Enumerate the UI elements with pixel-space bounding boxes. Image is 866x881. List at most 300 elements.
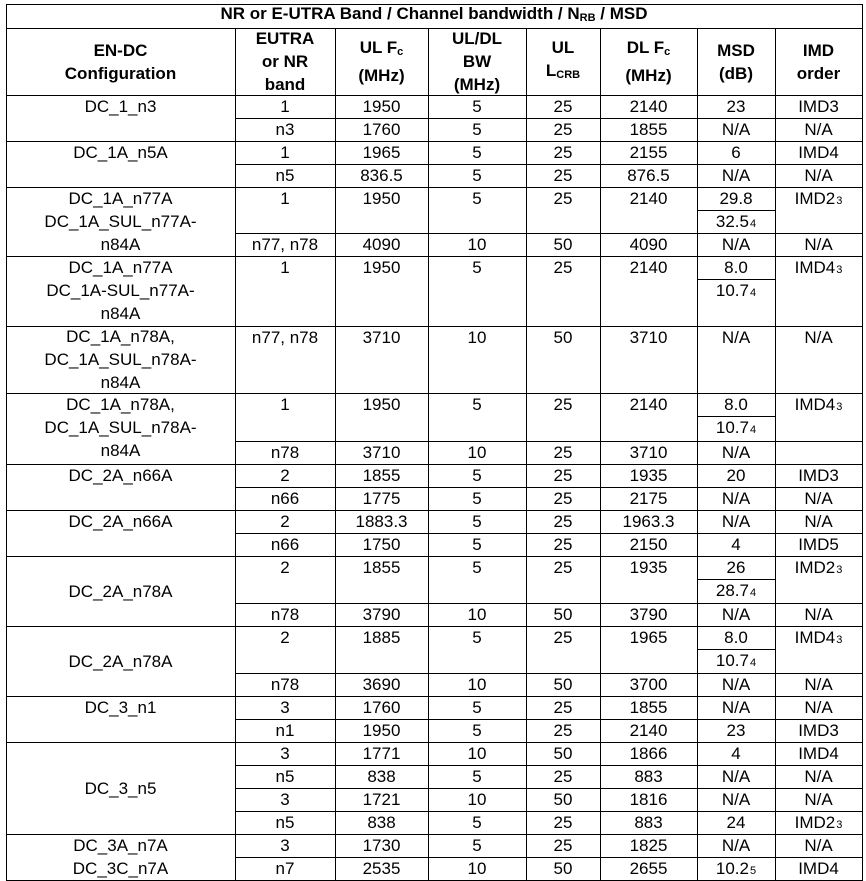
cell-lcrb-value: 25 (553, 466, 573, 485)
cell-msd-value: 29.8 (719, 189, 753, 208)
cell-imd-value: IMD2 3 (794, 189, 843, 208)
cell-band-value: n1 (275, 721, 295, 740)
cell-msd-value-value: N/A (721, 767, 751, 786)
cell-ul (335, 256, 429, 327)
header-ul-fc-label (358, 36, 404, 87)
cell-imd-value (798, 464, 839, 487)
cell-msd-value-value: N/A (721, 698, 751, 717)
cell-band-value: n78 (270, 443, 300, 462)
cell-msd-value-value: N/A (721, 836, 751, 855)
cell-dl (600, 393, 698, 442)
cell-band-value: 1 (280, 189, 290, 208)
cell-dl-value: 2155 (629, 143, 668, 162)
cell-ul-value: 3710 (362, 443, 401, 462)
cell-msd-value (722, 164, 750, 187)
cell-imd-value-value: IMD4 (798, 744, 839, 763)
cell-lcrb-value: 25 (553, 166, 573, 185)
cell-ul-value: 1721 (362, 790, 401, 809)
cell-imd (775, 256, 863, 327)
cell-msd-value-value: N/A (721, 235, 751, 254)
cell-imd (775, 857, 863, 881)
cell-bw (428, 696, 527, 720)
cell-ul-value: 1750 (362, 535, 401, 554)
cell-dl-value: 1855 (629, 698, 668, 717)
cell-msd (697, 118, 776, 142)
cell-lcrb-value: 50 (553, 235, 573, 254)
cell-msd-value-value: N/A (721, 120, 751, 139)
cell-dl (600, 742, 698, 766)
cell-imd-value (804, 765, 832, 788)
cell-ul (335, 626, 429, 674)
config-label: DC_1A_n78A, DC_1A_SUL_n78A- n84A (44, 327, 197, 392)
cell-dl (600, 626, 698, 674)
cell-msd-value-value: 23 (726, 721, 746, 740)
cell-lcrb (526, 556, 601, 604)
cell-band (235, 673, 336, 697)
cell-dl-value: 3710 (629, 443, 668, 462)
config-cell (6, 187, 236, 257)
cell-ul-value: 1775 (362, 489, 401, 508)
cell-dl (600, 834, 698, 858)
cell-bw-value: 5 (472, 189, 482, 208)
cell-ul-value: 1965 (362, 143, 401, 162)
cell-band-value: 2 (280, 466, 290, 485)
cell-lcrb-value: 25 (553, 698, 573, 717)
cell-band-value: n66 (270, 489, 300, 508)
cell-band (235, 487, 336, 511)
cell-lcrb-value: 50 (553, 790, 573, 809)
cell-dl (600, 603, 698, 627)
cell-msd (697, 556, 776, 580)
cell-band-value: n78 (270, 675, 300, 694)
cell-imd-value-value: IMD4 (798, 859, 839, 878)
cell-bw-value: 5 (472, 628, 482, 647)
cell-imd-value-value: N/A (804, 512, 833, 531)
cell-imd (775, 233, 863, 257)
cell-band (235, 233, 336, 257)
cell-ul (335, 696, 429, 720)
cell-ul-value: 1950 (362, 189, 401, 208)
cell-dl (600, 464, 698, 488)
cell-dl (600, 141, 698, 165)
cell-bw (428, 765, 527, 789)
cell-lcrb (526, 788, 601, 812)
cell-bw-value: 5 (472, 698, 482, 717)
cell-imd-value (804, 487, 832, 510)
cell-dl-value: 1816 (629, 790, 668, 809)
cell-lcrb (526, 393, 601, 442)
cell-imd-value-value: IMD5 (798, 535, 839, 554)
cell-msd-value-value: N/A (721, 675, 751, 694)
cell-imd-value-value: N/A (804, 790, 833, 809)
cell-msd-value (727, 811, 746, 834)
cell-ul-value: 3790 (362, 605, 401, 624)
cell-imd-value (804, 834, 832, 857)
cell-imd-value-value: N/A (804, 836, 833, 855)
cell-msd-value (731, 742, 740, 765)
cell-msd-value (722, 834, 750, 857)
header-band (235, 28, 336, 96)
header-msd-label: MSD (dB) (717, 40, 755, 83)
cell-lcrb (526, 487, 601, 511)
cell-imd-value: IMD4 3 (794, 395, 843, 414)
cell-lcrb (526, 510, 601, 534)
cell-lcrb (526, 742, 601, 766)
cell-bw-value: 5 (472, 395, 482, 414)
cell-band (235, 187, 336, 234)
cell-msd-value-value: 20 (726, 466, 746, 485)
cell-msd-value (722, 603, 750, 626)
cell-lcrb-value: 25 (553, 258, 573, 277)
cell-imd (775, 95, 863, 119)
cell-lcrb (526, 187, 601, 234)
config-label: DC_1_n3 (84, 97, 157, 116)
cell-imd-value (804, 696, 832, 719)
cell-dl-value: 2140 (629, 97, 668, 116)
cell-lcrb (526, 834, 601, 858)
cell-lcrb-value: 25 (553, 721, 573, 740)
cell-band-value: n77, n78 (251, 235, 319, 254)
cell-dl (600, 487, 698, 511)
cell-band (235, 834, 336, 858)
cell-lcrb (526, 118, 601, 142)
title-pre: NR or E-UTRA Band / Channel bandwidth / N (220, 4, 580, 23)
cell-dl (600, 187, 698, 234)
cell-lcrb-value: 50 (553, 605, 573, 624)
cell-ul (335, 187, 429, 234)
cell-msd-value (731, 533, 740, 556)
cell-dl (600, 857, 698, 881)
cell-imd-value (798, 141, 839, 164)
cell-ul-value: 1760 (362, 698, 401, 717)
cell-imd (775, 510, 863, 534)
cell-band (235, 696, 336, 720)
cell-band-value: 3 (280, 744, 290, 763)
cell-band (235, 164, 336, 188)
cell-ul-value: 1885 (362, 628, 401, 647)
cell-lcrb (526, 141, 601, 165)
cell-lcrb (526, 164, 601, 188)
header-bw (428, 28, 527, 96)
cell-bw-value: 10 (467, 790, 487, 809)
cell-band (235, 556, 336, 604)
cell-ul (335, 788, 429, 812)
cell-msd (697, 857, 776, 881)
cell-msd-value (722, 673, 750, 696)
cell-dl (600, 510, 698, 534)
cell-msd-alt-value-value: 10.7 (715, 418, 749, 437)
cell-dl-value: 1825 (629, 836, 668, 855)
config-label: DC_1A_n77A DC_1A_SUL_n77A- n84A (44, 189, 197, 254)
cell-msd-alt-value: 28.7 4 (715, 581, 757, 600)
cell-ul-value: 1950 (362, 395, 401, 414)
cell-imd-value-value: N/A (804, 675, 833, 694)
cell-bw (428, 95, 527, 119)
cell-dl (600, 95, 698, 119)
cell-band (235, 857, 336, 881)
cell-ul-value: 2535 (362, 859, 401, 878)
cell-band (235, 441, 336, 465)
config-cell (6, 834, 236, 881)
cell-dl-value: 883 (634, 813, 663, 832)
cell-bw-value: 5 (472, 120, 482, 139)
header-ul-fc-label-b: (MHz) (358, 66, 405, 85)
cell-msd-alt (697, 279, 776, 327)
cell-msd-value (722, 487, 750, 510)
cell-imd (775, 441, 863, 465)
cell-imd (775, 765, 863, 789)
cell-ul (335, 857, 429, 881)
cell-bw (428, 233, 527, 257)
cell-bw (428, 487, 527, 511)
header-bw-label: UL/DL BW (MHz) (451, 29, 503, 94)
cell-imd (775, 326, 863, 394)
cell-bw-value: 5 (472, 836, 482, 855)
title-post: / MSD (595, 4, 648, 23)
cell-bw (428, 118, 527, 142)
cell-bw-value: 5 (472, 97, 482, 116)
cell-band-value: n5 (275, 166, 295, 185)
cell-bw (428, 556, 527, 604)
cell-band-value: 1 (280, 143, 290, 162)
cell-ul-value: 1855 (362, 558, 401, 577)
header-ul-fc-label-sub: c (397, 46, 404, 58)
cell-bw-value: 10 (467, 443, 487, 462)
cell-ul (335, 141, 429, 165)
cell-msd (697, 765, 776, 789)
cell-bw-value: 5 (472, 813, 482, 832)
cell-lcrb-value: 50 (553, 675, 573, 694)
cell-bw-value: 5 (472, 466, 482, 485)
cell-msd-value (731, 141, 740, 164)
cell-ul (335, 556, 429, 604)
config-label: DC_2A_n78A (68, 581, 173, 601)
cell-dl (600, 441, 698, 465)
cell-imd-value-value: N/A (804, 767, 833, 786)
cell-msd (697, 742, 776, 766)
cell-bw (428, 256, 527, 327)
cell-lcrb-value: 25 (553, 489, 573, 508)
cell-band (235, 95, 336, 119)
cell-msd-value-value: N/A (721, 605, 751, 624)
config-cell (6, 696, 236, 743)
cell-lcrb-value: 25 (553, 97, 573, 116)
header-dl-fc-label-a: DL F (626, 38, 665, 57)
cell-dl-value: 2655 (629, 859, 668, 878)
cell-msd-value-value: 23 (726, 97, 746, 116)
cell-dl-value: 1935 (629, 558, 668, 577)
cell-imd-value-value: IMD3 (798, 466, 839, 485)
cell-imd-value (798, 742, 839, 765)
cell-imd-value (804, 118, 832, 141)
cell-imd-value-value: IMD3 (798, 97, 839, 116)
cell-imd-value-value: N/A (804, 698, 833, 717)
cell-imd-value: IMD2 3 (794, 558, 843, 577)
cell-lcrb-value: 50 (553, 744, 573, 763)
cell-lcrb (526, 233, 601, 257)
cell-band-value: n7 (275, 859, 295, 878)
cell-msd (697, 233, 776, 257)
cell-msd-alt (697, 579, 776, 604)
header-dl-fc-label-b: (MHz) (625, 66, 672, 85)
cell-msd-value-value: 4 (731, 744, 741, 763)
cell-bw-value: 5 (472, 258, 482, 277)
cell-dl-value: 1963.3 (622, 512, 675, 531)
cell-band-value: 1 (280, 258, 290, 277)
cell-dl-value: 876.5 (627, 166, 670, 185)
cell-band-value: 2 (280, 512, 290, 531)
cell-bw (428, 164, 527, 188)
config-cell (6, 256, 236, 327)
cell-ul-value: 1760 (362, 120, 401, 139)
cell-lcrb-value: 25 (553, 628, 573, 647)
cell-bw-value: 10 (467, 675, 487, 694)
cell-ul (335, 510, 429, 534)
cell-msd (697, 464, 776, 488)
config-cell (6, 556, 236, 627)
cell-imd-value-value: IMD2 (794, 558, 836, 577)
header-config (6, 28, 236, 96)
cell-band (235, 510, 336, 534)
header-band-label: EUTRA or NR band (255, 29, 315, 94)
cell-msd-value: 8.0 (724, 395, 748, 414)
cell-msd (697, 95, 776, 119)
cell-msd (697, 510, 776, 534)
config-cell (6, 95, 236, 142)
cell-bw (428, 673, 527, 697)
cell-msd-value (722, 788, 750, 811)
cell-dl-value: 4090 (629, 235, 668, 254)
cell-bw-value: 10 (467, 744, 487, 763)
cell-band-value: n66 (270, 535, 300, 554)
cell-bw-value: 5 (472, 535, 482, 554)
cell-bw-value: 10 (467, 859, 487, 878)
config-cell (6, 742, 236, 835)
cell-imd-value-value: IMD2 (794, 189, 836, 208)
cell-bw (428, 603, 527, 627)
cell-imd-value: IMD4 3 (794, 628, 843, 647)
cell-dl (600, 256, 698, 327)
cell-imd-value (804, 233, 832, 256)
config-label: DC_1A_n78A, DC_1A_SUL_n78A- n84A (44, 395, 197, 460)
cell-imd-value (798, 857, 839, 880)
cell-imd-value (804, 164, 832, 187)
cell-ul-value: 836.5 (360, 166, 403, 185)
cell-band (235, 464, 336, 488)
cell-lcrb (526, 95, 601, 119)
cell-ul (335, 233, 429, 257)
cell-imd-value: IMD4 3 (794, 258, 843, 277)
cell-bw-value: 5 (472, 558, 482, 577)
cell-dl-value: 1965 (629, 628, 668, 647)
cell-ul (335, 441, 429, 465)
cell-msd-value-value: N/A (721, 166, 751, 185)
cell-bw (428, 533, 527, 557)
config-cell (6, 464, 236, 511)
cell-dl-value: 3700 (629, 675, 668, 694)
cell-bw (428, 857, 527, 881)
cell-lcrb (526, 533, 601, 557)
header-lcrb-label (546, 36, 580, 87)
cell-imd-value: IMD2 3 (794, 813, 843, 832)
cell-band-value: 1 (280, 395, 290, 414)
cell-bw (428, 141, 527, 165)
cell-ul (335, 118, 429, 142)
cell-ul-value: 1855 (362, 466, 401, 485)
cell-imd (775, 118, 863, 142)
cell-dl (600, 533, 698, 557)
table-title-text (220, 4, 647, 29)
cell-bw-value: 10 (467, 235, 487, 254)
cell-bw-value: 5 (472, 721, 482, 740)
cell-dl-value: 1866 (629, 744, 668, 763)
cell-imd (775, 393, 863, 442)
cell-msd (697, 326, 776, 394)
cell-dl (600, 765, 698, 789)
cell-bw-value: 5 (472, 143, 482, 162)
header-config-label: EN-DC Configuration (64, 40, 177, 83)
config-label: DC_1A_n77A DC_1A-SUL_n77A- n84A (46, 258, 195, 323)
cell-bw-value: 10 (467, 328, 487, 347)
cell-dl-value: 2140 (629, 189, 668, 208)
cell-lcrb-value: 50 (553, 859, 573, 878)
cell-dl (600, 719, 698, 743)
cell-imd (775, 603, 863, 627)
cell-lcrb-value: 25 (553, 512, 573, 531)
cell-msd (697, 393, 776, 417)
cell-bw (428, 719, 527, 743)
cell-bw (428, 326, 527, 394)
cell-imd-value-value: IMD4 (794, 395, 836, 414)
cell-msd-value (722, 510, 750, 533)
cell-imd-value-value: N/A (804, 328, 833, 347)
cell-imd-value-value: N/A (804, 235, 833, 254)
cell-bw-value: 5 (472, 512, 482, 531)
cell-bw (428, 788, 527, 812)
config-cell (6, 326, 236, 394)
cell-band (235, 141, 336, 165)
cell-msd (697, 673, 776, 697)
cell-imd-value-value: IMD3 (798, 721, 839, 740)
cell-msd-alt (697, 649, 776, 674)
cell-imd-value-value: N/A (804, 605, 833, 624)
cell-lcrb (526, 673, 601, 697)
cell-band (235, 256, 336, 327)
cell-msd (697, 141, 776, 165)
cell-dl (600, 811, 698, 835)
cell-band (235, 788, 336, 812)
cell-imd (775, 533, 863, 557)
cell-imd (775, 811, 863, 835)
cell-msd (697, 187, 776, 211)
config-label: DC_2A_n66A (68, 466, 173, 485)
cell-lcrb-value: 25 (553, 120, 573, 139)
cell-imd (775, 187, 863, 234)
cell-ul (335, 533, 429, 557)
cell-msd-alt-value: 10.7 4 (715, 651, 757, 670)
cell-band-value: 3 (280, 698, 290, 717)
cell-msd-value: 8.0 (724, 258, 748, 277)
cell-msd (697, 788, 776, 812)
cell-lcrb (526, 696, 601, 720)
cell-dl (600, 164, 698, 188)
cell-msd-value-value: N/A (721, 512, 751, 531)
cell-dl (600, 233, 698, 257)
cell-dl-value: 3710 (629, 328, 668, 347)
cell-lcrb-value: 25 (553, 767, 573, 786)
header-dl-fc-label (625, 36, 671, 87)
cell-msd-value-value: N/A (721, 489, 751, 508)
